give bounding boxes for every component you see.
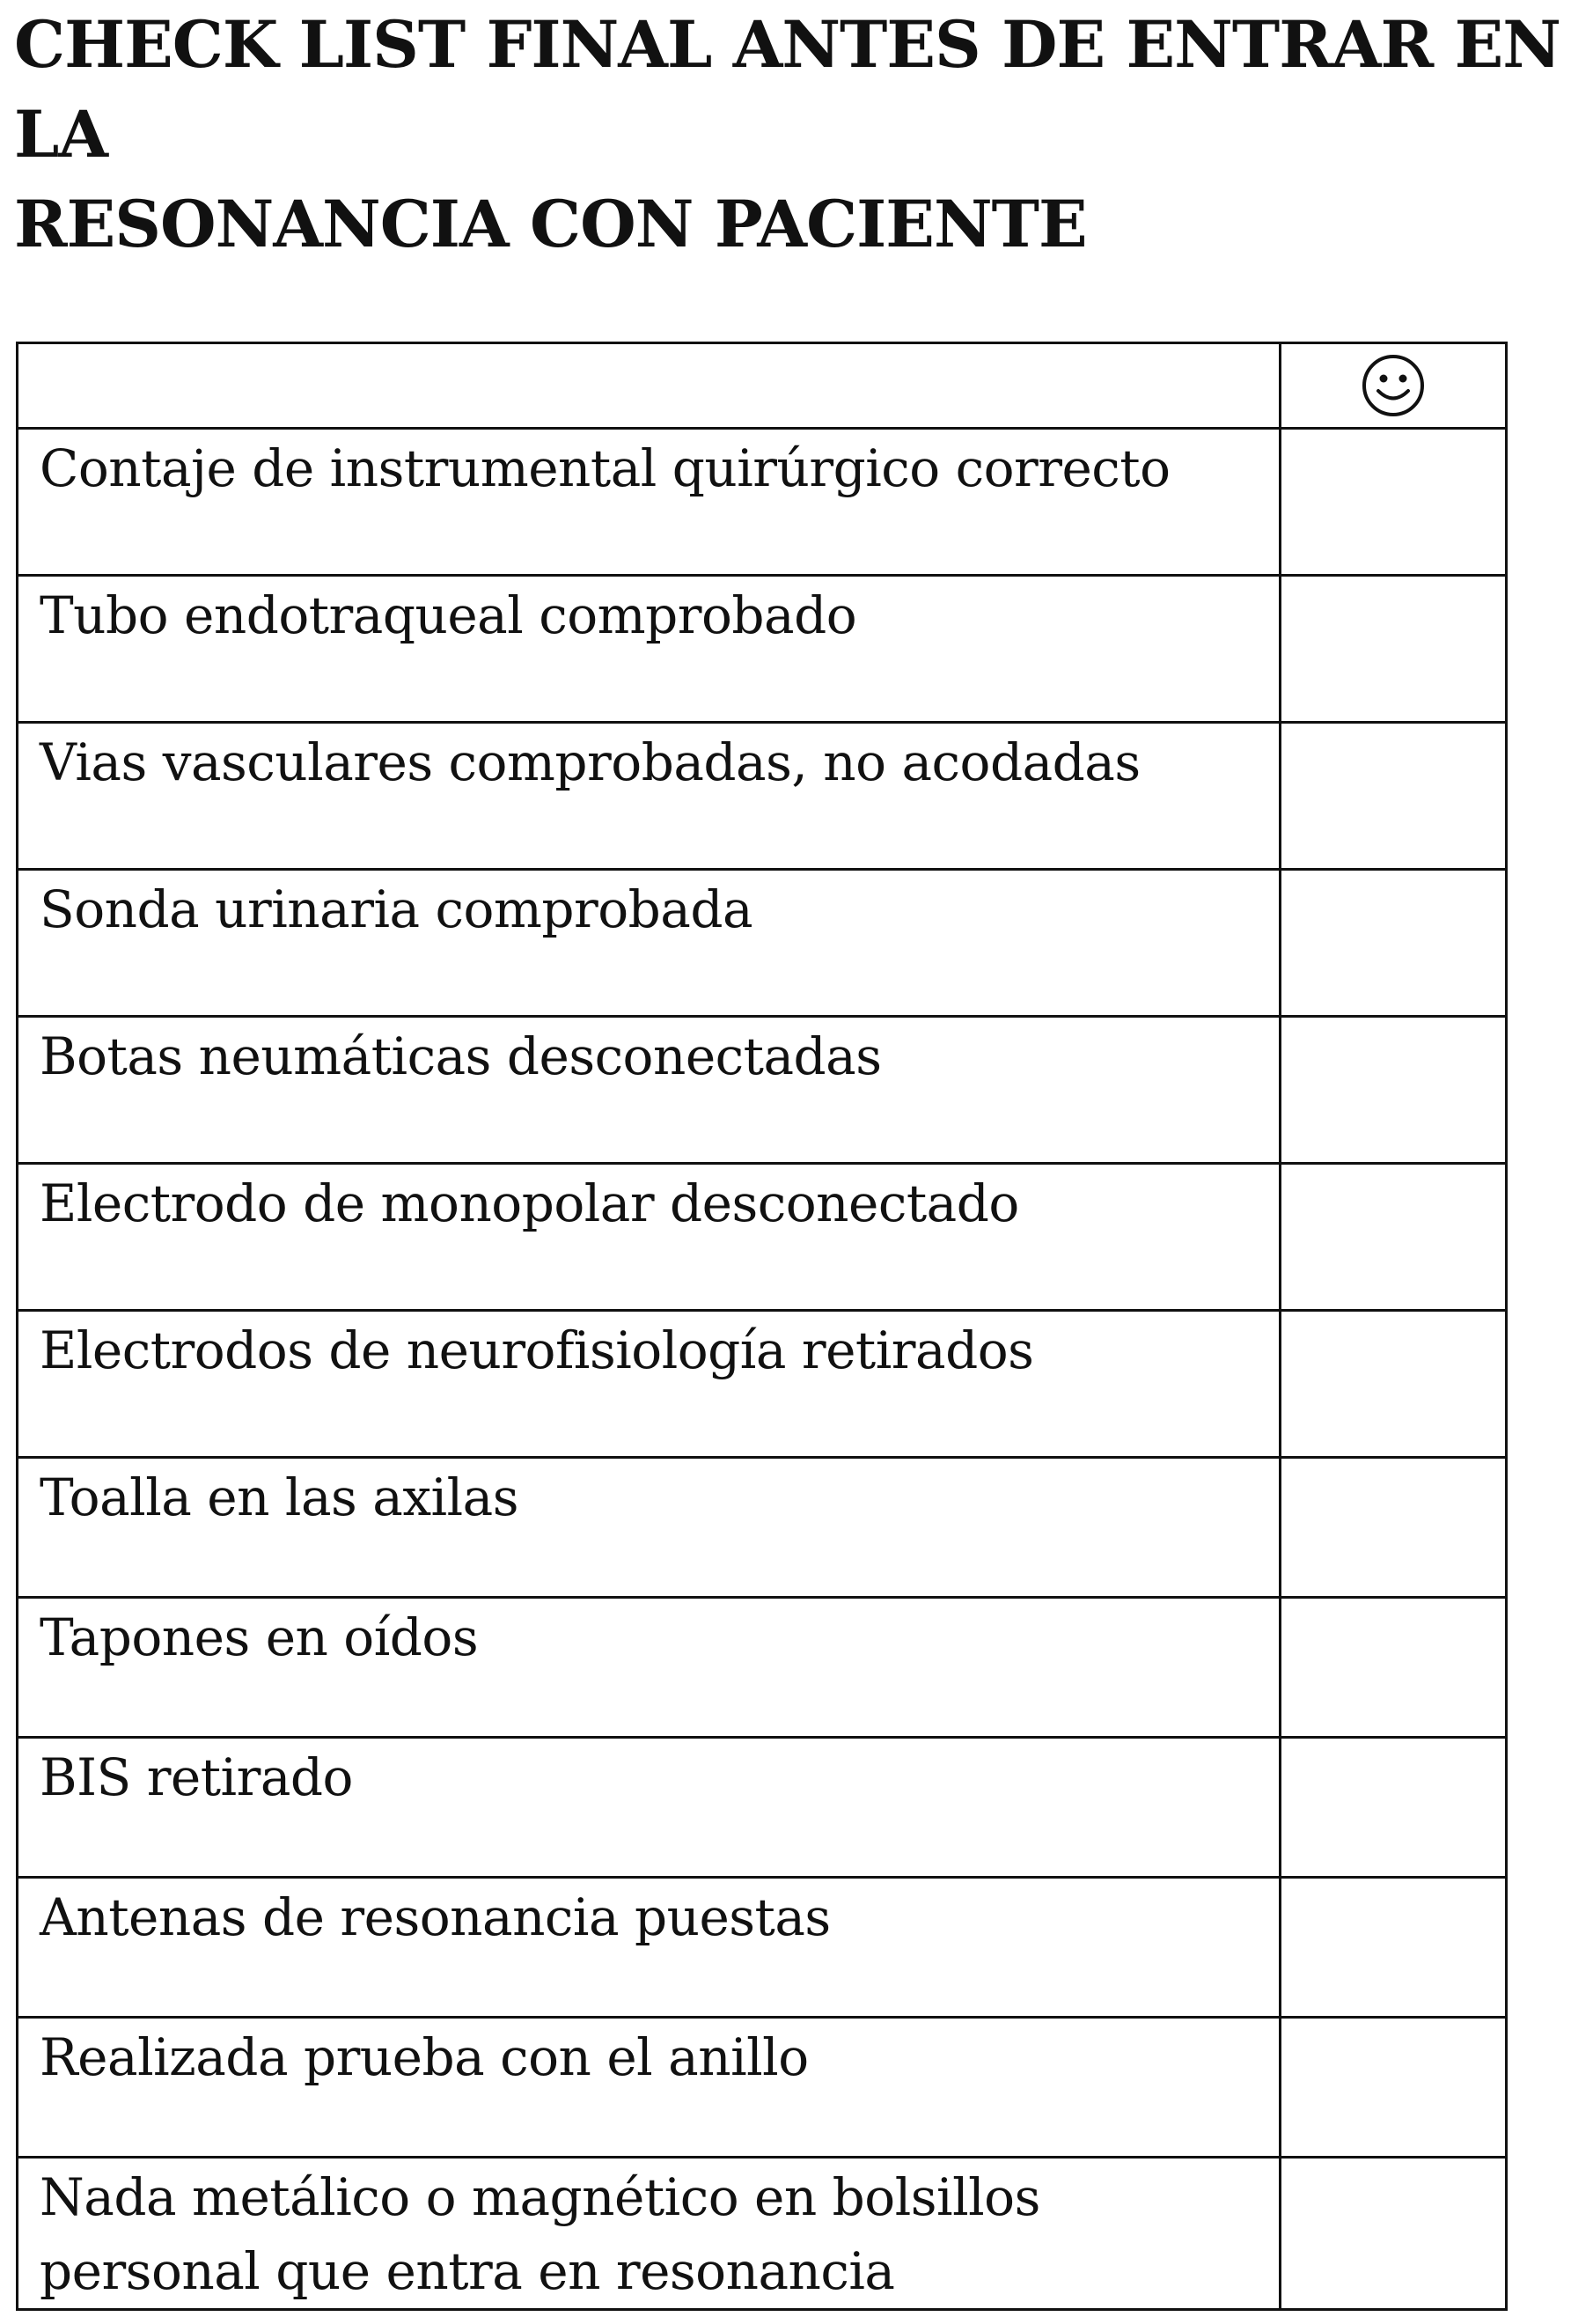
checkbox-cell[interactable] — [1281, 1311, 1507, 1458]
checkbox-cell[interactable] — [1281, 2018, 1507, 2158]
table-row — [18, 1738, 1507, 1878]
checklist-item-label: Contaje de instrumental quirúrgico correcto — [40, 438, 1171, 498]
table-row — [18, 870, 1507, 1017]
checklist-item-label: Botas neumáticas desconectadas — [40, 1026, 882, 1086]
checklist-item-label: Sonda urinaria comprobada — [40, 879, 753, 939]
document-title: CHECK LIST FINAL ANTES DE ENTRAR EN LA RESONANCIA CON PACIENTE — [14, 7, 1560, 262]
table-row — [18, 576, 1507, 723]
checkbox-cell[interactable] — [1281, 2158, 1507, 2310]
checklist-item-label: Antenas de resonancia puestas — [40, 1887, 831, 1947]
checklist-item-label: Toalla en las axilas — [40, 1467, 518, 1527]
table-row — [18, 1878, 1507, 2018]
checkbox-cell[interactable] — [1281, 1878, 1507, 2018]
checkbox-cell[interactable] — [1281, 429, 1507, 576]
smiley-face-icon — [1361, 353, 1426, 418]
checkbox-cell[interactable] — [1281, 870, 1507, 1017]
checkbox-cell[interactable] — [1281, 1017, 1507, 1164]
checklist-item-label: Electrodo de monopolar desconectado — [40, 1173, 1019, 1233]
table-row — [18, 429, 1507, 576]
table-row — [18, 723, 1507, 870]
header-item-cell — [18, 343, 1281, 429]
checklist-item-label: Tubo endotraqueal comprobado — [40, 585, 857, 645]
checklist-table — [16, 342, 1508, 2311]
header-check-cell — [1281, 343, 1507, 429]
checkbox-cell[interactable] — [1281, 576, 1507, 723]
table-row — [18, 1598, 1507, 1738]
checklist-item-label: BIS retirado — [40, 1747, 353, 1807]
table-row — [18, 1458, 1507, 1598]
checkbox-cell[interactable] — [1281, 1598, 1507, 1738]
checklist-item-label: Vias vasculares comprobadas, no acodadas — [40, 732, 1141, 792]
checklist-item-label: Tapones en oídos — [40, 1607, 479, 1667]
table-header-row — [18, 343, 1507, 429]
table-row — [18, 2018, 1507, 2158]
checkbox-cell[interactable] — [1281, 1164, 1507, 1311]
checkbox-cell[interactable] — [1281, 1458, 1507, 1598]
checkbox-cell[interactable] — [1281, 723, 1507, 870]
table-row — [18, 2158, 1507, 2310]
checklist-item-label: Nada metálico o magnético en bolsillos personal que entra en resonancia — [40, 2167, 1040, 2301]
table-row — [18, 1017, 1507, 1164]
checklist-item-label: Electrodos de neurofisiología retirados — [40, 1320, 1034, 1380]
table-row — [18, 1164, 1507, 1311]
table-row — [18, 1311, 1507, 1458]
checklist-item-label: Realizada prueba con el anillo — [40, 2027, 809, 2087]
checkbox-cell[interactable] — [1281, 1738, 1507, 1878]
